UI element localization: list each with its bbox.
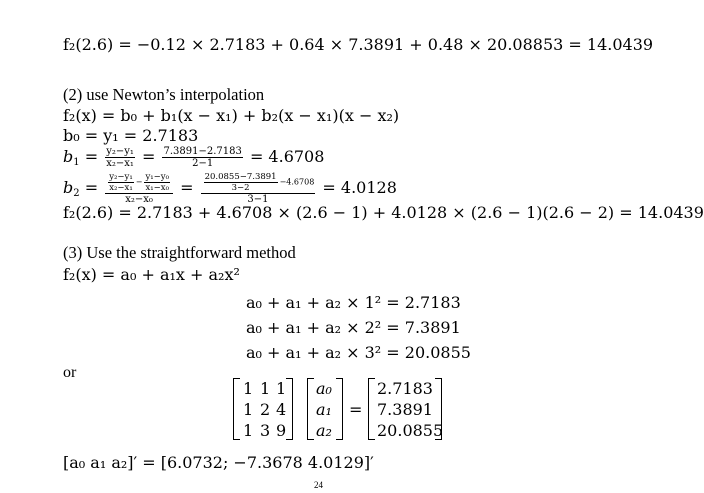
b1-frac-num: y₂−y₁ bbox=[106, 146, 134, 157]
matrix-equals-sign: = bbox=[349, 400, 363, 419]
equation-solution-vector: [a₀ a₁ a₂]′ = [6.0732; −7.3678 4.0129]′ bbox=[63, 453, 374, 472]
matrix-a-cell: 1 bbox=[276, 379, 287, 398]
matrix-a-left-bracket bbox=[233, 378, 240, 440]
matrix-a-cell: 3 bbox=[260, 421, 271, 440]
b2-value-num-b: 3−2 bbox=[231, 183, 250, 193]
b2-inner1-num: y₂−y₁ bbox=[109, 172, 133, 182]
b2-result: = 4.0128 bbox=[322, 178, 397, 197]
equation-b1: $b_1$ = $\frac{\text{y₂−y₁}}{\text{x₂−x₁}}$ = $\frac{7.3891-2.7183}{2-1}$ = 4.6708 bbox=[63, 146, 325, 169]
b2-inner2-den: x₁−x₀ bbox=[145, 183, 169, 193]
equation-system-row-2: a₀ + a₁ + a₂ × 2² = 7.3891 bbox=[246, 318, 461, 337]
matrix-a-cell: 2 bbox=[260, 400, 271, 419]
section-heading-newton: (2) use Newton’s interpolation bbox=[63, 85, 265, 104]
vector-a-cell: a₁ bbox=[316, 400, 332, 419]
equation-f2-eval-lagrange: f₂(2.6) = −0.12 × 2.7183 + 0.64 × 7.3891 + 0.48 × 20.08853 = 14.0439 bbox=[63, 35, 654, 54]
b1-value-den: 2−1 bbox=[192, 158, 214, 169]
matrix-a-cell: 1 bbox=[243, 421, 254, 440]
b1-result: = 4.6708 bbox=[249, 147, 325, 166]
or-label: or bbox=[63, 364, 77, 381]
vector-y-left-bracket bbox=[368, 378, 375, 440]
b2-inner1-den: x₂−x₁ bbox=[109, 183, 133, 193]
vector-a-right-bracket bbox=[336, 378, 343, 440]
b2-value-num-a: 20.0855−7.3891 bbox=[204, 172, 277, 182]
page-number: 24 bbox=[314, 480, 323, 490]
matrix-a-cell: 4 bbox=[276, 400, 287, 419]
equation-f2-eval-newton: f₂(2.6) = 2.7183 + 4.6708 × (2.6 − 1) + 4.0128 × (2.6 − 1)(2.6 − 2) = 14.0439 bbox=[63, 203, 704, 222]
vector-a-cell: a₂ bbox=[316, 421, 332, 440]
vector-a-cell: a₀ bbox=[316, 379, 332, 398]
b2-value-den: 3−1 bbox=[247, 194, 269, 205]
b2-inner2-num: y₁−y₀ bbox=[145, 172, 169, 182]
section-heading-straightforward: (3) Use the straightforward method bbox=[63, 243, 296, 262]
vector-y-cell: 20.0855 bbox=[377, 421, 444, 440]
equation-system-row-1: a₀ + a₁ + a₂ × 1² = 2.7183 bbox=[246, 293, 461, 312]
equation-b0: b₀ = y₁ = 2.7183 bbox=[63, 126, 199, 145]
vector-y-cell: 2.7183 bbox=[377, 379, 433, 398]
matrix-a-cell: 9 bbox=[276, 421, 287, 440]
matrix-a-cell: 1 bbox=[243, 400, 254, 419]
matrix-a-cell: 1 bbox=[243, 379, 254, 398]
b1-value-num: 7.3891−2.7183 bbox=[163, 146, 242, 157]
matrix-a-right-bracket bbox=[286, 378, 293, 440]
b2-outer-den: x₂−x₀ bbox=[125, 194, 153, 205]
equation-polynomial-form: f₂(x) = a₀ + a₁x + a₂x² bbox=[63, 265, 240, 284]
equation-newton-form: f₂(x) = b₀ + b₁(x − x₁) + b₂(x − x₁)(x − x₂) bbox=[63, 106, 400, 125]
equation-system-row-3: a₀ + a₁ + a₂ × 3² = 20.0855 bbox=[246, 343, 471, 362]
equation-b2: $b_2$ = $\frac{\text{y₂−y₁}}{\text{x₂−x₁}}$ − $\frac{\text{y₁−y₀}}{\text{x₁−x₀}}$ x₂−x₀ = $\frac{20.0855-7.3891}{3-2}$ −4.6708 3−1 = 4.0128 bbox=[63, 172, 397, 205]
vector-a-left-bracket bbox=[307, 378, 314, 440]
matrix-a-cell: 1 bbox=[260, 379, 271, 398]
b1-frac-den: x₂−x₁ bbox=[106, 158, 134, 169]
b2-value-num-c: −4.6708 bbox=[279, 177, 315, 187]
vector-y-cell: 7.3891 bbox=[377, 400, 433, 419]
